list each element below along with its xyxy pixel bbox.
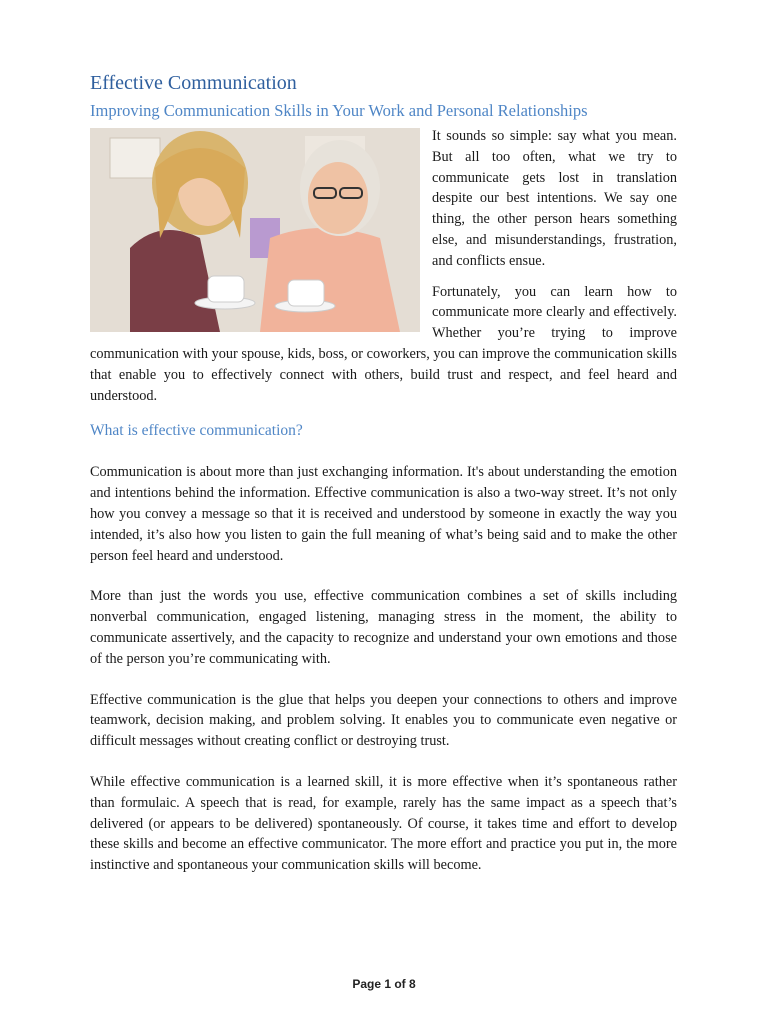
section-heading: What is effective communication? [90, 422, 303, 440]
document-page [90, 70, 677, 876]
intro-section [90, 126, 677, 406]
body-paragraph-2: More than just the words you use, effective communication combines a set of skills including nonverbal communication, engaged listening, managing stress in the moment, the ability to communicate assertively, and the capacity to recognize and understand your own emotions and those of the person you’re communicating with. [90, 588, 677, 667]
intro-paragraph-1: It sounds so simple: say what you mean. But all too often, what we try to communicate gets lost in translation despite our best intentions. We say one thing, the other person hears something else, and misunderstandings, frustration, and conflicts ensue. [432, 128, 677, 269]
document-title: Effective Communication [90, 72, 297, 94]
body-paragraph-1: Communication is about more than just exchanging information. It's about understanding the emotion and intentions behind the information. Effective communication is also a two-way street. It’s not only how you convey a message so that it is received and understood by someone in exactly the way you intended, it’s also how you listen to gain the full meaning of what’s being said and to make the other person feel heard and understood. [90, 464, 677, 564]
two-women-drinking-tea-photo [90, 128, 420, 332]
intro-paragraph-2: Fortunately, you can learn how to communicate more clearly and effectively. Whether you’re trying to improve communication with your spouse, kids, boss, or coworkers, you can improve the communication skills that enable you to effectively connect with others, build trust and respect, and feel heard and understood. [90, 283, 677, 404]
body-paragraph-3: Effective communication is the glue that helps you deepen your connections to others and improve teamwork, decision making, and problem solving. It enables you to communicate even negative or difficult messages without creating conflict or destroying trust. [90, 691, 677, 750]
body-paragraph-4: While effective communication is a learned skill, it is more effective when it’s spontaneous rather than formulaic. A speech that is read, for example, rarely has the same impact as a speech that’s delivered (or appears to be delivered) spontaneously. Of course, it takes time and effort to develop these skills and become an effective communicator. The more effort and practice you put in, the more instinctive and spontaneous your communication skills will become. [90, 773, 677, 874]
photo-illustration [90, 128, 420, 332]
document-subtitle: Improving Communication Skills in Your Work and Personal Relationships [90, 101, 588, 120]
page-number-footer: Page 1 of 8 [352, 977, 416, 991]
